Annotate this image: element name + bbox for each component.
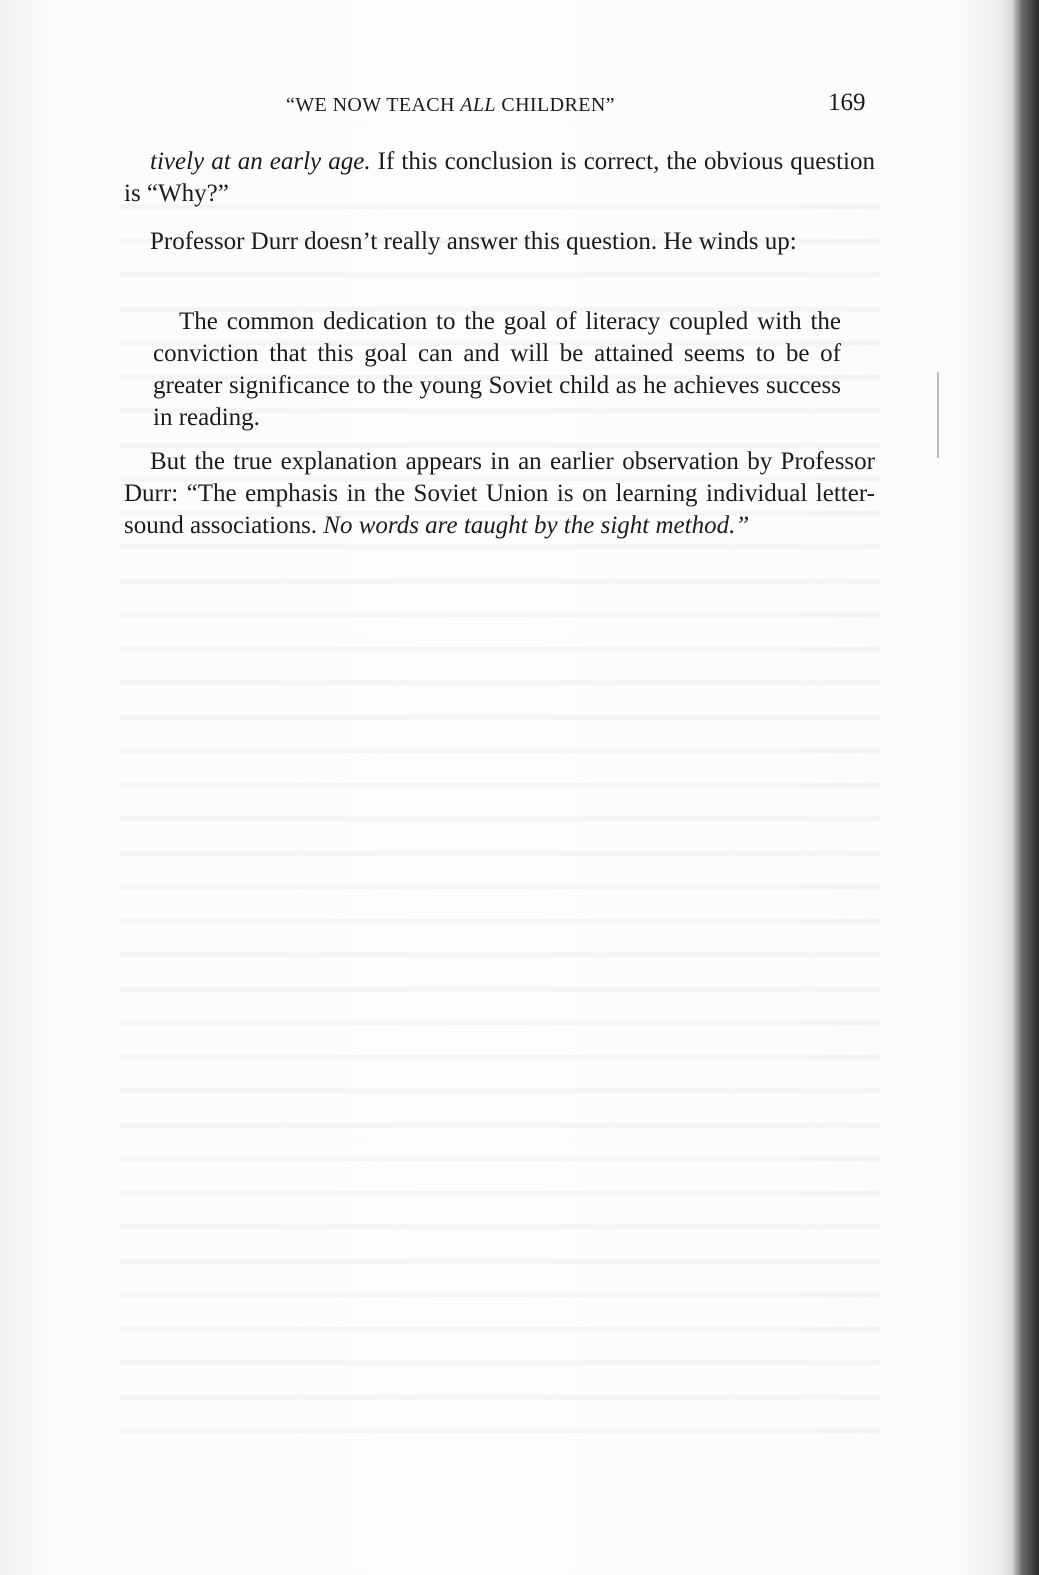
running-head-italic: ALL bbox=[460, 94, 496, 116]
paragraph-1-italic: tively at an early age. bbox=[150, 148, 371, 175]
margin-mark bbox=[937, 372, 939, 458]
paragraph-1-text: If this conclusion is correct, the obvious question is “Why?” bbox=[124, 148, 875, 207]
block-quote-text: The common dedication to the goal of literacy coupled with the conviction that this goal can and will be attained seems to be of greater significance to the young Soviet child as he achieves success in reading. bbox=[153, 308, 841, 431]
page-number: 169 bbox=[828, 89, 866, 116]
block-quote bbox=[153, 306, 841, 434]
paragraph-2: Professor Durr doesn’t really answer this question. He winds up: bbox=[150, 228, 797, 255]
paragraph-continuation bbox=[124, 146, 875, 210]
paragraph-3-text: But the true explanation appears in an earlier observation by Professor Durr: “The emphasis in the Soviet Union is on learning individual letter-sound associations. bbox=[124, 448, 875, 539]
paragraph-3 bbox=[124, 446, 875, 542]
running-head bbox=[286, 94, 615, 117]
paragraph-3-italic: No words are taught by the sight method.” bbox=[323, 512, 750, 539]
running-head-part2: CHILDREN” bbox=[495, 94, 615, 116]
running-head-part1: “WE NOW TEACH bbox=[286, 94, 461, 116]
